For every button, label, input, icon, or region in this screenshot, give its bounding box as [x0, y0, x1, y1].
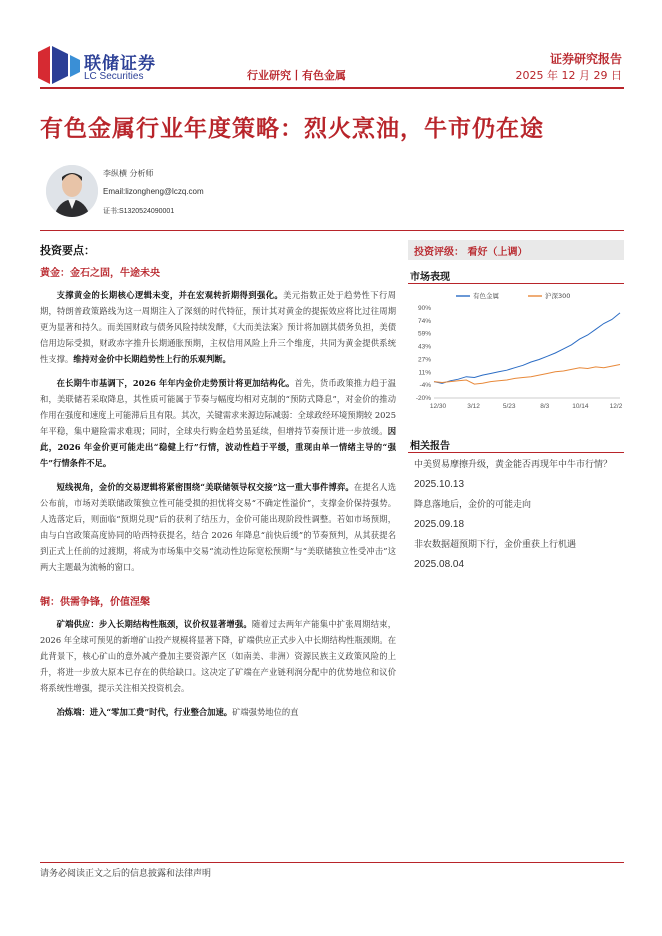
logo-text: 联储证券 — [84, 54, 156, 74]
investment-rating: 投资评级： 看好（上调） — [414, 247, 528, 258]
gold-paragraph-1 — [40, 287, 396, 367]
legend-label: 沪深300 — [545, 292, 571, 300]
related-divider — [408, 452, 624, 453]
x-tick-label: 5/23 — [502, 403, 516, 410]
analyst-certificate: 证书:S1320524090001 — [103, 208, 175, 215]
legend-label: 有色金属 — [473, 292, 499, 300]
gold-heading: 黄金：金石之固，牛途未央 — [40, 268, 160, 279]
logo-subtitle: LC Securities — [84, 71, 144, 82]
related-report-date: 2025.09.18 — [414, 519, 465, 530]
y-tick-label: 74% — [417, 317, 431, 325]
y-tick-label: 59% — [417, 330, 431, 338]
copper-p2-text: 矿端强势地位的直 — [232, 707, 299, 717]
main-content — [40, 242, 396, 728]
x-tick-label: 8/3 — [540, 403, 550, 410]
report-date: 2025 年 12 月 29 日 — [515, 69, 622, 82]
related-report-date: 2025.10.13 — [414, 479, 465, 490]
gold-p1-text: 美元指数正处于趋势性下行周期，特朗普政策路线为这一周期注入了深刻的时代特征，预计其对黄金的提振效应将比过往周期更为显著和持久。而美国财政与债务风险持续发酵，《大而美法案》预计将加剧其债务负担，美债信用边际受损，财政赤字推升长期通胀预期，主权信用风险上升三个维度，共同为黄金提供系统性支撑。 — [40, 290, 396, 364]
copper-p1-lead: 矿端供应：步入长期结构性瓶颈，议价权显著增强。 — [56, 619, 252, 629]
gold-p1-lead: 支撑黄金的长期核心逻辑未变，并在宏观转折期得到强化。 — [56, 290, 284, 300]
related-report-link[interactable]: 非农数据超预期下行，金价重获上行机遇 — [414, 540, 577, 550]
report-type: 证券研究报告 — [549, 52, 622, 66]
analyst-email[interactable]: Email:lizongheng@lczq.com — [103, 187, 204, 196]
market-performance-title: 市场表现 — [410, 272, 450, 283]
copper-heading: 铜：供需争锋，价值涅槃 — [40, 597, 150, 608]
analyst-avatar — [46, 165, 98, 217]
analyst-divider — [40, 230, 624, 231]
gold-p2-lead: 在长期牛市基调下，2026 年年内金价走势预计将更加结构化。 — [56, 378, 295, 388]
y-tick-label: 90% — [417, 305, 431, 312]
market-divider — [408, 283, 624, 284]
y-tick-label: -4% — [419, 382, 431, 390]
gold-paragraph-2 — [40, 375, 396, 471]
report-category: 行业研究丨有色金属 — [247, 69, 346, 82]
section-title: 投资要点： — [40, 244, 95, 257]
page-title: 有色金属行业年度策略：烈火烹油，牛市仍在途 — [40, 115, 544, 142]
y-tick-label: 11% — [418, 369, 431, 377]
copper-paragraph-2 — [40, 704, 396, 720]
gold-p2-conclusion: 因此，2026 年金价更可能走出“稳健上行”行情，波动性趋于平缓，重现由单一情绪主导的“强牛”行情条件不足。 — [40, 426, 396, 468]
y-tick-label: 27% — [417, 356, 431, 364]
analyst-name: 李纵横 分析师 — [103, 169, 154, 178]
gold-paragraph-3 — [40, 479, 396, 575]
copper-p1-text: 随着过去两年产能集中扩张周期结束，2026 年全球可预见的新增矿山投产规模将显著下降，矿端供应正式步入中长期结构性瓶颈期。在此背景下，核心矿山的意外减产叠加主要资源产区（如南美、非洲）资源民族主义政策风险的上升，将进一步放大原本已存在的供给缺口。这决定了矿端在产业链利润分配中的优势地位和议价将系统性增强，提示关注相关投资机会。 — [40, 619, 396, 693]
related-report-link[interactable]: 降息落地后，金价的可能走向 — [414, 500, 532, 510]
footer-divider — [40, 862, 624, 863]
x-tick-label: 12/30 — [429, 403, 447, 410]
x-tick-label: 12/2 — [609, 403, 623, 410]
gold-p2-text: 首先，货币政策推力趋于温和，美联储若采取降息，其性质可能属于节奏与幅度均相对克制的“预防式降息”，对金价的推动作用在强度和速度上可能滞后且有限。其次，关键需求来源边际减弱：全球政经环境预期较 2025 年平稳，集中避险需求难现；同时，全球央行购金趋势虽延续，但增持节奏预计进一步放缓。 — [40, 378, 396, 436]
related-report-link[interactable]: 中美贸易摩擦升级，黄金能否再现年中牛市行情？ — [414, 460, 613, 470]
related-reports-list — [414, 456, 622, 576]
gold-p3-text: 在提名人选公布前，市场对美联储政策独立性可能受损的担忧将交易“不确定性溢价”，支撑金价保持强势。人选落定后，则面临“预期兑现”后的获利了结压力，金价可能出现阶段性调整。若如市场预期，由与白宫政策高度协同的哈西特获提名，结合 2026 年降息“前快后缓”的节奏预判，从其获提名到正式上任前的过渡期，将成为市场集中交易“流动性边际宽松预期”与“美联储独立性受冲击”这两大主题最为流畅的窗口。 — [40, 482, 396, 572]
disclaimer-footer[interactable]: 请务必阅读正文之后的信息披露和法律声明 — [40, 869, 212, 879]
related-report-date: 2025.08.04 — [414, 559, 465, 570]
gold-p1-conclusion: 维持对金价中长期趋势性上行的乐观判断。 — [73, 354, 231, 364]
series-line-csi300 — [434, 365, 620, 385]
gold-p3-lead: 短线视角，金价的交易逻辑将紧密围绕“美联储领导权交接”这一重大事件博弈。 — [56, 482, 354, 492]
y-tick-label: 43% — [417, 343, 431, 351]
copper-p2-lead: 冶炼端：进入“零加工费”时代，行业整合加速。 — [56, 707, 233, 717]
series-line-nonferrous — [434, 313, 620, 383]
related-reports-title: 相关报告 — [410, 441, 450, 452]
x-tick-label: 3/12 — [467, 403, 480, 410]
copper-paragraph-1 — [40, 616, 396, 696]
y-tick-label: -20% — [415, 395, 431, 402]
x-tick-label: 10/14 — [572, 403, 589, 410]
market-performance-chart — [408, 286, 624, 416]
company-logo — [38, 46, 80, 84]
header-divider — [40, 87, 624, 89]
